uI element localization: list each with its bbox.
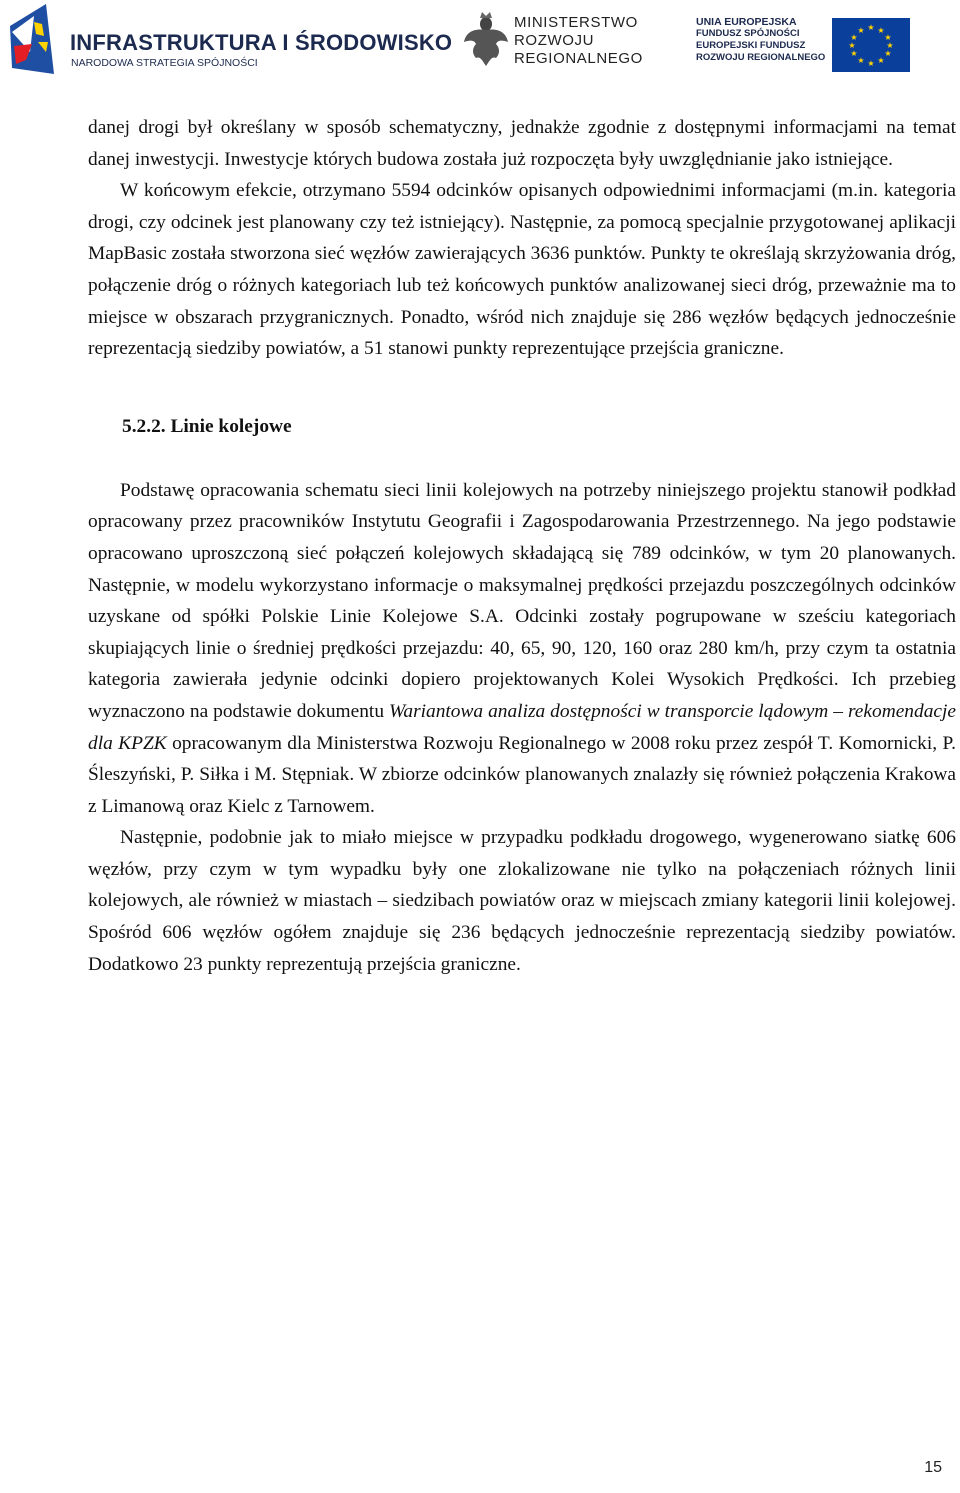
logo-title: INFRASTRUKTURA I ŚRODOWISKO [70, 30, 453, 55]
paragraph-railway-nodes [88, 822, 956, 980]
svg-text:★: ★ [867, 59, 875, 68]
svg-text:★: ★ [857, 56, 865, 65]
svg-text:★: ★ [884, 49, 892, 58]
eu-line-3: EUROPEJSKI FUNDUSZ [696, 40, 806, 51]
svg-text:★: ★ [848, 41, 856, 50]
svg-text:★: ★ [857, 26, 865, 35]
svg-text:★: ★ [867, 23, 875, 32]
eu-line-4: ROZWOJU REGIONALNEGO [696, 52, 826, 63]
eu-line-2: FUNDUSZ SPÓJNOŚCI [696, 28, 800, 39]
svg-text:★: ★ [884, 33, 892, 42]
ministry-line-1: MINISTERSTWO [514, 14, 638, 31]
logo-subtitle: NARODOWA STRATEGIA SPÓJNOŚCI [71, 57, 258, 69]
unia-europejska-logo [692, 16, 922, 76]
ministry-line-3: REGIONALNEGO [514, 50, 643, 67]
infrastruktura-srodowisko-logo [4, 2, 453, 76]
page-number: 15 [924, 1459, 942, 1476]
paragraph-roads [88, 112, 956, 365]
nss-emblem-icon [4, 2, 64, 78]
document-title-italic: Wariantowa analiza dostępności w transporcie lądowym – rekomendacje dla KPZK [88, 700, 956, 754]
ministerstwo-rozwoju-logo [462, 10, 662, 74]
svg-text:★: ★ [886, 41, 894, 50]
eagle-emblem-icon [462, 10, 510, 70]
ministry-line-2: ROZWOJU [514, 32, 595, 49]
svg-text:★: ★ [850, 33, 858, 42]
eu-flag-icon [832, 18, 910, 72]
paragraph-railway-text-end: opracowanym dla Ministerstwa Rozwoju Regionalnego w 2008 roku przez zespół T. Komornicki, P. Śleszyński, P. Siłka i M. Stępniak. W zbiorze odcinków planowanych znalazły się również połączenia Krakowa z Limanową oraz Kielc z Tarnowem. [88, 732, 956, 817]
paragraph-railway-text: Podstawę opracowania schematu sieci linii kolejowych na potrzeby niniejszego projektu stanowił podkład opracowany przez pracowników Instytutu Geografii i Zagospodarowania Przestrzennego. Na jego podstawie opracowano uproszczoną sieć połączeń kolejowych składającą się 789 odcinków, w tym 20 planowanych. Następnie, w modelu wykorzystano informacje o maksymalnej prędkości przejazdu poszczególnych odcinków uzyskane od spółki Polskie Linie Kolejowe S.A. Odcinki zostały pogrupowane w sześciu kategoriach skupiających linie o średniej prędkości przejazdu: 40, 65, 90, 120, 160 oraz 280 km/h, przy czym ta ostatnia kategoria zawierała jedynie odcinki dopiero projektowanych Kolei Wysokich Prędkości. Ich przebieg wyznaczono na podstawie dokumentu [88, 479, 956, 722]
paragraph-railway-basis [88, 475, 956, 823]
svg-text:★: ★ [877, 26, 885, 35]
eu-line-1: UNIA EUROPEJSKA [696, 16, 797, 28]
paragraph-roads-continued: W końcowym efekcie, otrzymano 5594 odcinków opisanych odpowiednimi informacjami (m.in. kategoria drogi, czy odcinek jest planowany czy też istniejący). Następnie, za pomocą specjalnie przygotowanej aplikacji MapBasic została stworzona sieć węzłów zawierających 3636 punktów. Punkty te określają skrzyżowania dróg, połączenie dróg o różnych kategoriach lub też końcowych punktów analizowanej sieci dróg, przeważnie ma to miejsce w obszarach przygranicznych. Ponadto, wśród nich znajduje się 286 węzłów będących jednocześnie reprezentacją siedziby powiatów, a 51 stanowi punkty reprezentujące przejścia graniczne. [88, 180, 956, 360]
page-header [0, 0, 960, 80]
document-body [88, 112, 956, 980]
svg-text:★: ★ [850, 49, 858, 58]
section-heading: 5.2.2. Linie kolejowe [122, 415, 292, 437]
paragraph-railway-nodes-text: Następnie, podobnie jak to miało miejsce w przypadku podkładu drogowego, wygenerowano siatkę 606 węzłów, przy czym w tym wypadku były one zlokalizowane nie tylko na połączeniach różnych linii kolejowych, ale również w miastach – siedzibach powiatów oraz w miejscach zmiany kategorii linii kolejowej. Spośród 606 węzłów ogółem znajduje się 236 będących jednocześnie reprezentacją siedziby powiatów. Dodatkowo 23 punkty reprezentują przejścia graniczne. [88, 827, 956, 975]
svg-text:★: ★ [877, 56, 885, 65]
paragraph-roads-start: danej drogi był określany w sposób schematyczny, jednakże zgodnie z dostępnymi informacjami na temat danej inwestycji. Inwestycje których budowa została już rozpoczęta były uwzględnianie jako istniejące. [88, 117, 956, 170]
